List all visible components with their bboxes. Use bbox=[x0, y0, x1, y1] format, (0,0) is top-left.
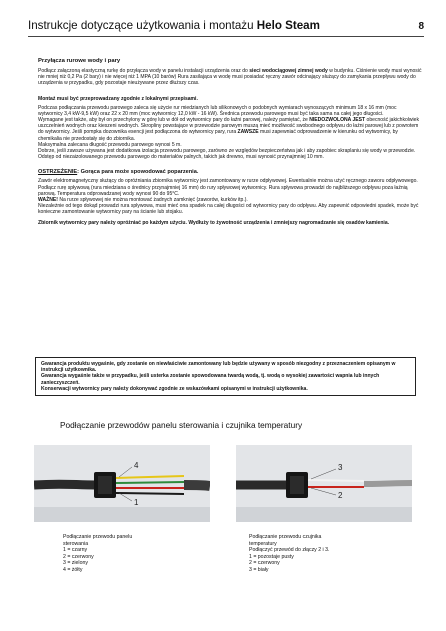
control-panel-connector-photo bbox=[34, 445, 210, 522]
warranty-line-3: Konserwacji wytwornicy pary należy dokonywać zgodnie ze wskazówkami opisanymi w instrukcji użytkownika. bbox=[41, 385, 308, 392]
steam-section-title: Montaż musi być przeprowadzany zgodnie z lokalnymi przepisami. bbox=[38, 95, 198, 102]
caption-line: temperatury bbox=[249, 540, 277, 547]
caption-line: 1 = pozostaje pusty bbox=[249, 553, 294, 560]
caption-line: Podłączyć przewód do złączy 2 i 3. bbox=[249, 547, 330, 554]
warning-paragraph-2: WAŻNE! Na rurze spływowej nie można montować żadnych zamknięć (zaworów, kurków itp.). bbox=[38, 196, 248, 203]
water-section-title: Przyłącza rurowe wody i pary bbox=[38, 58, 121, 64]
warning-title: OSTRZEŻENIE: Gorąca para może spowodować poparzenia. bbox=[38, 169, 199, 176]
tank-note: Zbiornik wytwornicy pary należy opróżniać po każdym użyciu. Wydłuży to żywotność urządzenia i zmniejszy nagromadzanie się osadów kamienia. bbox=[38, 220, 390, 227]
header-title-prefix: Instrukcje dotyczące użytkowania i montażu bbox=[28, 19, 254, 32]
temperature-sensor-caption bbox=[249, 534, 399, 574]
caption-line: 3 = biały bbox=[249, 566, 269, 573]
warranty-line-2: Gwarancja wygaśnie także w przypadku, jeśli usterka zostanie spowodowana twardą wodą, tj. wodą o wysokiej zawartości wapnia lub innych zanieczyszczeń. bbox=[41, 373, 380, 386]
content-body bbox=[38, 58, 422, 226]
warranty-line-1: Gwarancja produktu wygaśnie, gdy zostanie on niewłaściwie zamontowany lub będzie używany w sposób niezgodny z przeznaczeniem opisanym w instrukcji użytkownika. bbox=[41, 361, 396, 374]
steam-paragraph-1: Podczas podłączania przewodu parowego zaleca się użycie rur miedzianych lub silikonowych o podobnych wymiarach wynoszących minimum 18 x 16 mm (moc wytwornicy 3,4 kW-9,5 kW) oraz 22 x 20 mm (moc wytwornicy 12,0 kW - 16 kW). Średnica przewodu parowego musi być taka sama na całej jego długości. bbox=[38, 104, 397, 117]
left-photo-label-1: 1 bbox=[134, 498, 139, 507]
temperature-sensor-connector-photo bbox=[236, 445, 412, 522]
right-photo-label-2: 2 bbox=[338, 491, 343, 500]
steam-paragraph-3: Maksymalna zalecana długość przewodu parowego wynosi 5 m. bbox=[38, 141, 182, 148]
caption-line: Podłączanie przewodu panelu bbox=[63, 534, 133, 540]
steam-paragraph-2: Wymagane jest także, aby był on przechylony w górę lub w dół od wytwornicy pary do łaźni parowej, należy pamiętać, że NIEDOZWOLONA JEST obecność jakichkolwiek uszczelnień wodnych oraz kieszeni wodnych. Skropliny powstające w przewodzie parowym muszą mieć możliwość swobodnego odpływu do łaźni parowej lub z powrotem do wytwornicy. Jeśli pompka dozownika esencji jest podłączona do wytwornicy pary, rura ZAWSZE musi zapewniać odprowadzenie w kierunku od wytwornicy, by chemikalia nie przedostały się do zbiornika. bbox=[38, 117, 419, 142]
control-panel-caption bbox=[63, 534, 193, 574]
caption-line: 1 = czarny bbox=[63, 547, 88, 554]
page-number: 8 bbox=[418, 21, 424, 32]
caption-line: 4 = żółty bbox=[63, 566, 83, 573]
warning-paragraph-1: Zawór elektromagnetyczny służący do opróżniania zbiornika wytwornicy jest zamontowany w rurze odpływowej. Ewentualnie można użyć ręcznego zaworu odpływowego. Podłącz rurę spływową (rura miedziana o średnicy przynajmniej 16 mm) do rury spływowej wytwornicy. Rura spływowa prowadzi do najbliższego odpływu poza łaźnią parową. Temperatura odprowadzanej wody wynosi 90 do 95°C. bbox=[38, 178, 418, 197]
steam-paragraph-4: Dobrze, jeśli zawsze używana jest dodatkowa izolacja przewodu parowego, zarówno ze względów bezpieczeństwa jak i aby zapobiec skraplaniu się wody w przewodzie. bbox=[38, 147, 416, 154]
caption-line: 2 = czerwony bbox=[63, 553, 94, 560]
warning-paragraph-3: Niezależnie od tego dokąd prowadzi rura spływowa, musi mieć ona spadek na całej długości od wytwornicy pary do odpływu. Aby zapewnić odpowiedni spadek, może być konieczne zamontowanie wytwornicy pary na ścianie lub stojaku. bbox=[38, 202, 419, 216]
header-title bbox=[28, 19, 320, 36]
steam-paragraph-5: Odstęp od niezaizolowanego przewodu parowego do materiałów palnych, takich jak drewno, musi wynosić przynajmniej 10 mm. bbox=[38, 154, 324, 161]
caption-line: 2 = czerwony bbox=[249, 560, 280, 567]
caption-line: Podłączanie przewodu czujnika bbox=[249, 534, 322, 540]
water-paragraph: Podłącz załączoną elastyczną rurkę do przyłącza wody w panelu instalacji urządzenia oraz do sieci wodociągowej zimnej wody w budynku. Ciśnienie wody musi wynosić nie mniej niż 0,2 Pa (2 bary) i nie więcej niż 1 MPA (10 barów) Rura zasilająca w wodę musi posiadać ręczny zawór odcinający służący do zamykania przepływu wody do urządzenia w przypadku, gdy pozostaje nieużywane przez dłuższy czas. bbox=[38, 68, 422, 87]
header-brand: Helo Steam bbox=[256, 19, 320, 32]
page-header bbox=[28, 14, 424, 37]
left-photo-label-4: 4 bbox=[134, 461, 139, 470]
caption-line: 3 = zielony bbox=[63, 560, 88, 567]
panel-section-title: Podłączanie przewodów panelu sterowania i czujnika temperatury bbox=[60, 420, 303, 430]
caption-line: sterowania bbox=[63, 540, 89, 547]
warranty-box bbox=[35, 357, 416, 396]
right-photo-label-3: 3 bbox=[338, 463, 343, 472]
